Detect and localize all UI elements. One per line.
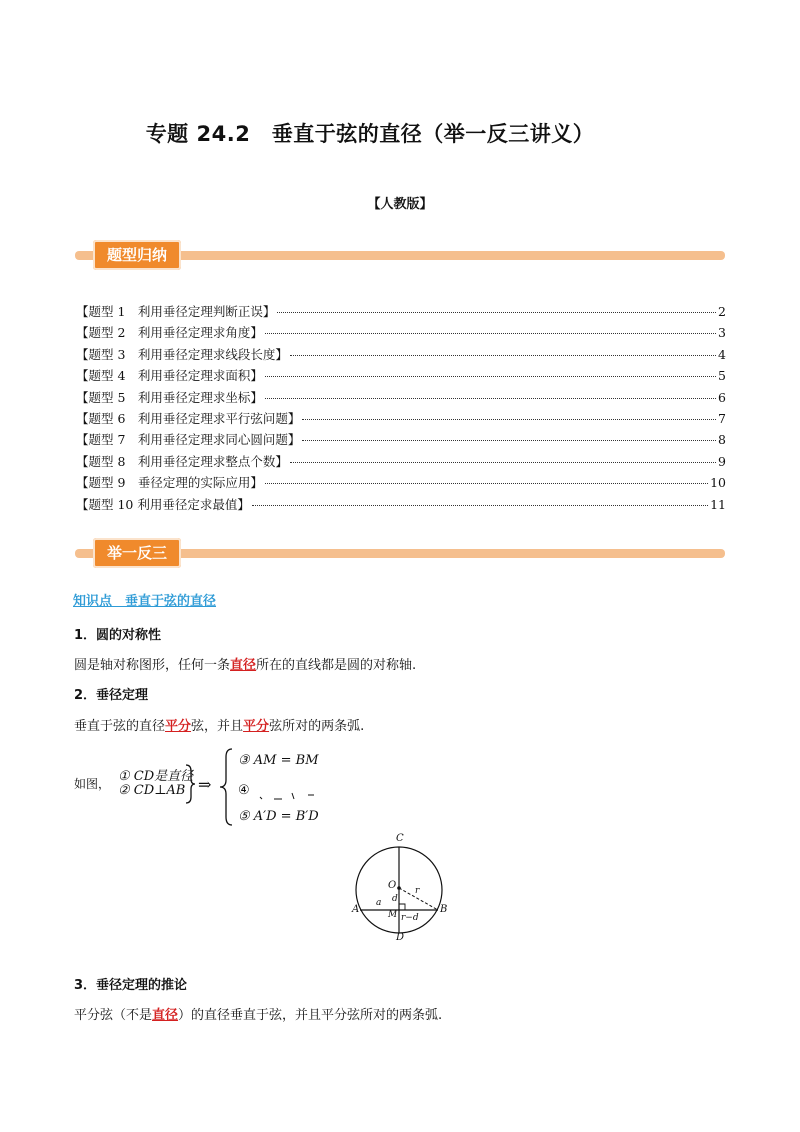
text-run: 弦所对的两条弧. bbox=[269, 719, 365, 734]
toc-row[interactable] bbox=[76, 409, 726, 430]
edition-label: 【人教版】 bbox=[367, 197, 433, 212]
text-run: ）的直径垂直于弦，并且平分弦所对的两条弧. bbox=[178, 1008, 443, 1023]
result-arc-equal: ⑤ A′D = B′D bbox=[238, 809, 319, 824]
toc-label: 【题型 4 利用垂径定理求面积】 bbox=[76, 368, 263, 384]
condition-diameter: ① CD是直径 bbox=[118, 769, 194, 784]
table-of-contents bbox=[76, 302, 726, 516]
toc-page: 11 bbox=[710, 496, 726, 512]
toc-leader bbox=[277, 312, 716, 313]
toc-leader bbox=[290, 462, 716, 463]
toc-label: 【题型 6 利用垂径定理求平行弦问题】 bbox=[76, 410, 301, 426]
arc-marks bbox=[252, 787, 322, 801]
section-tab-examples: 举一反三 bbox=[93, 538, 181, 568]
result-chord-bisect: ③ AM = BM bbox=[238, 753, 319, 768]
toc-leader bbox=[302, 419, 716, 420]
text-run: 圆是轴对称图形，任何一条 bbox=[74, 658, 231, 673]
paragraph-corollary bbox=[74, 1004, 442, 1023]
toc-label: 【题型 1 利用垂径定理判断正误】 bbox=[76, 304, 276, 319]
toc-leader bbox=[302, 440, 716, 441]
toc-row[interactable] bbox=[76, 388, 726, 409]
section-heading-theorem: 2．垂径定理 bbox=[74, 688, 149, 703]
diagram-prefix: 如图， bbox=[74, 777, 111, 791]
keyword-highlight: 直径 bbox=[152, 1008, 179, 1023]
label-point-m: M bbox=[388, 910, 398, 920]
paragraph-symmetry bbox=[74, 654, 416, 673]
toc-page: 4 bbox=[718, 346, 726, 362]
label-sagitta: r−d bbox=[401, 913, 419, 923]
page-title: 专题 24.2 垂直于弦的直径（举一反三讲义） bbox=[145, 122, 595, 146]
toc-label: 【题型 9 垂径定理的实际应用】 bbox=[76, 475, 263, 491]
toc-page: 5 bbox=[718, 368, 726, 384]
toc-leader bbox=[265, 333, 716, 334]
theorem-diagram bbox=[70, 745, 370, 835]
toc-label: 【题型 2 利用垂径定理求角度】 bbox=[76, 325, 263, 341]
paragraph-theorem bbox=[74, 715, 364, 734]
text-run: 平分弦（不是 bbox=[74, 1008, 153, 1023]
keyword-highlight: 平分 bbox=[243, 719, 270, 734]
toc-label: 【题型 5 利用垂径定理求坐标】 bbox=[76, 389, 263, 405]
toc-page: 2 bbox=[718, 304, 726, 319]
toc-label: 【题型 10 利用垂径定求最值】 bbox=[76, 496, 250, 512]
left-brace-icon bbox=[218, 747, 234, 827]
label-radius: r bbox=[415, 886, 420, 896]
toc-row[interactable] bbox=[76, 302, 726, 323]
section-bar-examples bbox=[75, 538, 725, 568]
text-run: 弦，并且 bbox=[191, 719, 244, 734]
section-bar-toc bbox=[75, 240, 725, 270]
toc-page: 8 bbox=[718, 432, 726, 448]
section-tab-toc: 题型归纳 bbox=[93, 240, 181, 270]
toc-row[interactable] bbox=[76, 452, 726, 473]
text-run: 所在的直线都是圆的对称轴. bbox=[256, 658, 417, 673]
toc-leader bbox=[265, 376, 716, 377]
keyword-highlight: 平分 bbox=[165, 719, 192, 734]
toc-label: 【题型 7 利用垂径定理求同心圆问题】 bbox=[76, 432, 301, 448]
circle-figure bbox=[340, 828, 470, 952]
section-heading-corollary: 3．垂径定理的推论 bbox=[74, 978, 188, 993]
text-run: 垂直于弦的直径 bbox=[74, 719, 166, 734]
toc-label: 【题型 3 利用垂径定理求线段长度】 bbox=[76, 346, 288, 362]
toc-leader bbox=[252, 505, 708, 506]
condition-perpendicular: ② CD⊥AB bbox=[118, 783, 186, 798]
toc-row[interactable] bbox=[76, 495, 726, 516]
toc-row[interactable] bbox=[76, 323, 726, 344]
toc-leader bbox=[290, 355, 716, 356]
label-half-chord: a bbox=[376, 898, 382, 908]
toc-leader bbox=[265, 398, 716, 399]
label-point-b: B bbox=[440, 904, 448, 915]
toc-page: 10 bbox=[710, 475, 726, 491]
keyword-highlight: 直径 bbox=[230, 658, 257, 673]
result-arc-bisect: ④ bbox=[238, 783, 250, 798]
toc-row[interactable] bbox=[76, 430, 726, 451]
knowledge-point-heading: 知识点 垂直于弦的直径 bbox=[73, 594, 217, 609]
toc-leader bbox=[265, 483, 708, 484]
toc-row[interactable] bbox=[76, 366, 726, 387]
toc-row[interactable] bbox=[76, 473, 726, 494]
section-heading-symmetry: 1．圆的对称性 bbox=[74, 628, 162, 643]
label-point-d: D bbox=[396, 932, 405, 943]
label-point-c: C bbox=[396, 833, 404, 844]
label-point-o: O bbox=[388, 880, 397, 891]
toc-page: 6 bbox=[718, 389, 726, 405]
right-brace-icon bbox=[184, 763, 196, 805]
toc-page: 3 bbox=[718, 325, 726, 341]
toc-page: 7 bbox=[718, 410, 726, 426]
label-distance: d bbox=[392, 894, 398, 904]
toc-row[interactable] bbox=[76, 345, 726, 366]
toc-page: 9 bbox=[718, 453, 726, 469]
implies-arrow: ⇒ bbox=[198, 775, 212, 794]
toc-label: 【题型 8 利用垂径定理求整点个数】 bbox=[76, 453, 288, 469]
label-point-a: A bbox=[352, 904, 360, 915]
